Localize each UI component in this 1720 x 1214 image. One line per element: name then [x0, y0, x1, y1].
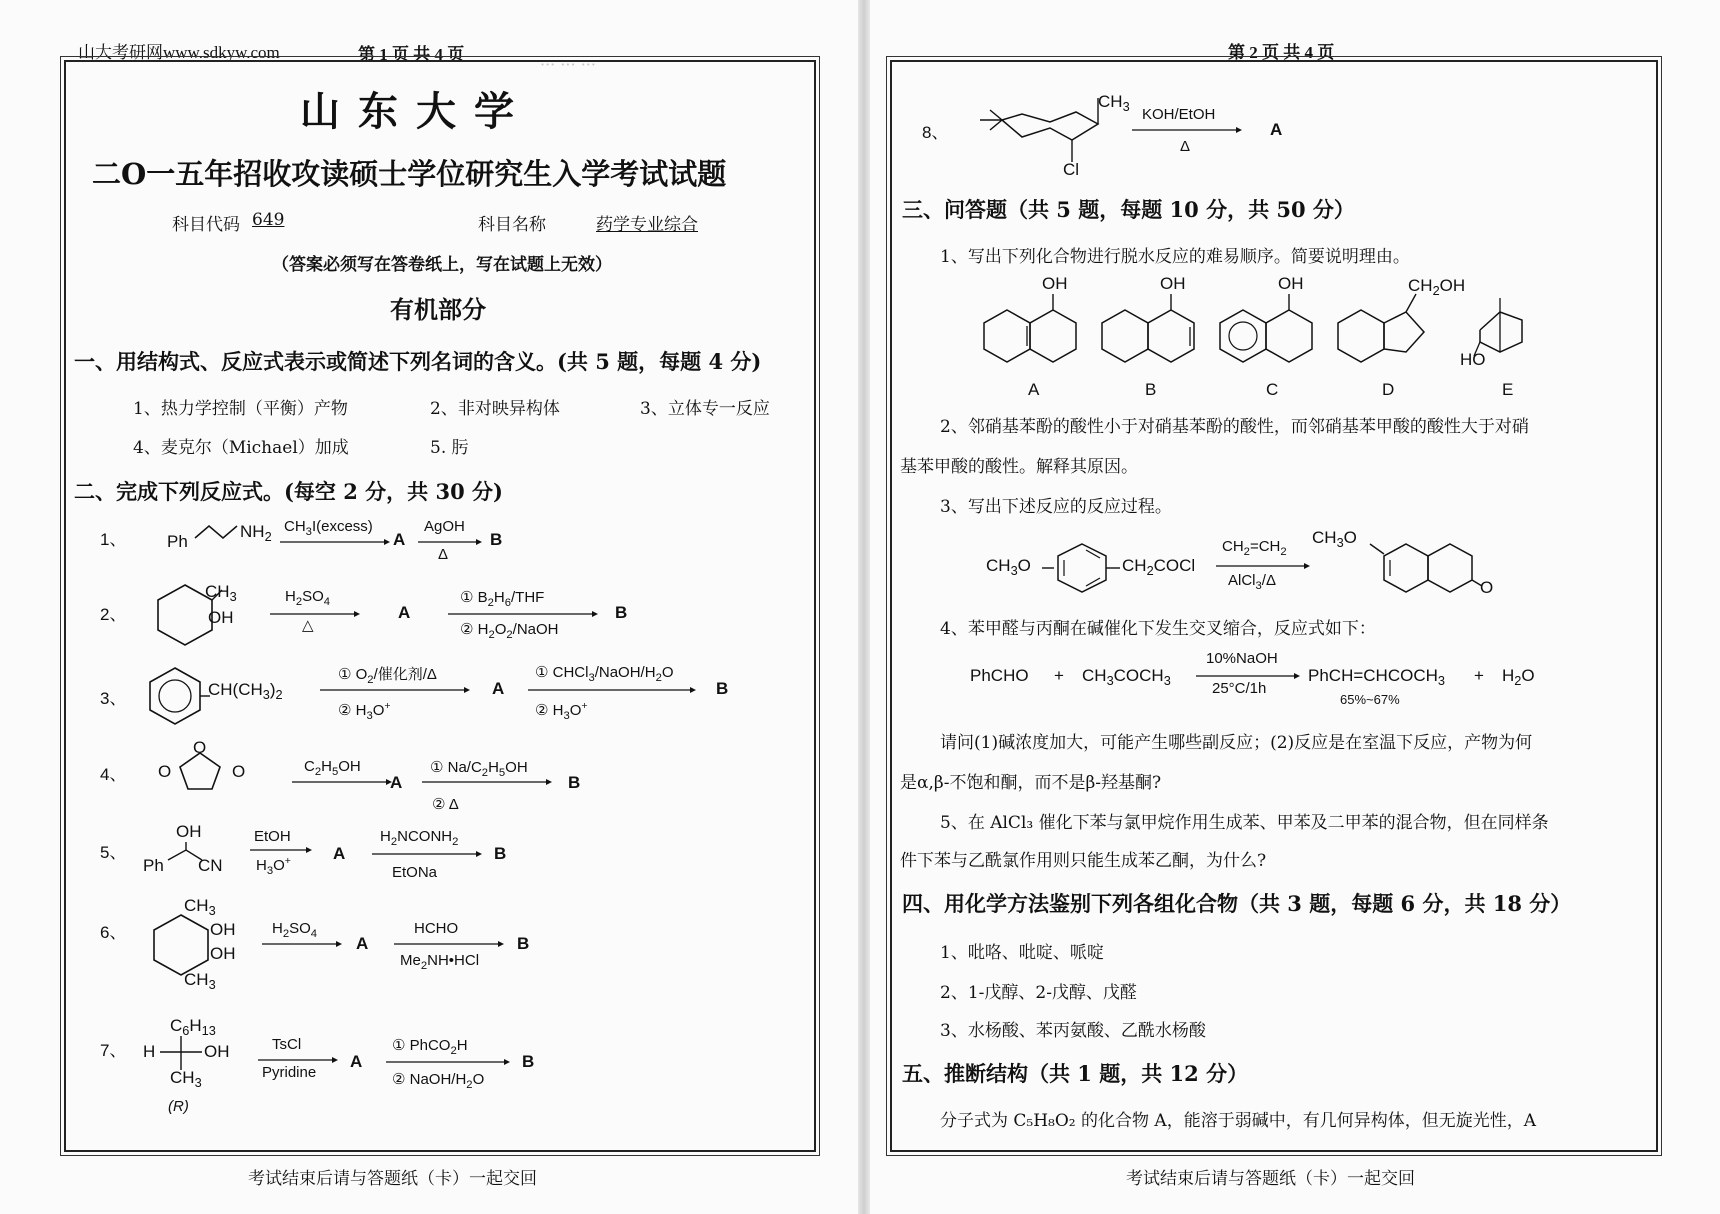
- r2-product-a: A: [398, 603, 411, 622]
- sec4-item-3: 3、水杨酸、苯丙氨酸、乙酰水杨酸: [940, 1021, 1206, 1041]
- r4-step1: ① $Na/C_2H_5OH$: [430, 759, 528, 779]
- r6-arrow2: [394, 940, 504, 948]
- q4-cond-bottom: 25°C/1h: [1212, 680, 1267, 697]
- q3-text: 3、写出下述反应的反应过程。: [940, 497, 1172, 517]
- r2-number: 2、: [100, 605, 127, 624]
- r8-number: 8、: [922, 123, 949, 142]
- q3-product-label: $CH_3O$: [1312, 528, 1357, 550]
- q1-oh-a: OH: [1042, 274, 1068, 293]
- r5-reagent1b: $H_3O^+$: [256, 855, 291, 877]
- q4-p2: $H_2O$: [1502, 666, 1535, 688]
- q1-oh-c: OH: [1278, 274, 1304, 293]
- r3-benzene: [140, 665, 210, 725]
- q2-line1: 2、邻硝基苯酚的酸性小于对硝基苯酚的酸性，而邻硝基苯甲酸的酸性大于对硝: [940, 417, 1529, 437]
- section-4-title: 四、用化学方法鉴别下列各组化合物（共 3 题，每题 6 分，共 18 分）: [902, 891, 1572, 916]
- q1-struct-a: [980, 300, 1090, 380]
- footer-note: 考试结束后请与答题纸（卡）一起交回: [248, 1169, 537, 1189]
- r4-o-ring: O: [193, 738, 207, 757]
- r7-reagent1: TsCl: [272, 1036, 302, 1053]
- r5-oh: OH: [176, 822, 202, 841]
- r5-reagent2: $H_2NCONH_2$: [380, 828, 459, 848]
- r2-reagent1: $H_2SO_4$: [285, 588, 331, 608]
- section-3-title: 三、问答题（共 5 题，每题 10 分，共 50 分）: [902, 197, 1355, 222]
- r4-o-right: O: [232, 762, 246, 781]
- r6-oh1: OH: [210, 920, 236, 939]
- r7-h: H: [143, 1042, 156, 1061]
- footer-note-right: 考试结束后请与答题纸（卡）一起交回: [1126, 1169, 1415, 1189]
- r7-product-a: A: [350, 1052, 363, 1071]
- q4-text: 4、苯甲醛与丙酮在碱催化下发生交叉缩合，反应式如下：: [940, 619, 1376, 639]
- r2-oh: OH: [208, 608, 234, 627]
- r4-reagent1: $C_2H_5OH$: [304, 758, 361, 778]
- r2-arrow2: [448, 610, 598, 618]
- q1-label-b: B: [1145, 380, 1157, 399]
- r8-reagent: KOH/EtOH: [1142, 106, 1216, 123]
- r7-config: (R): [168, 1098, 189, 1115]
- q1-label-a: A: [1028, 380, 1040, 399]
- r3-step3: ① $CHCl_3/NaOH/H_2O$: [535, 664, 674, 684]
- r1-reagent2: AgOH: [424, 518, 465, 535]
- r5-reagent1: EtOH: [254, 828, 291, 845]
- subject-name-value: 药学专业综合: [596, 215, 698, 235]
- r6-oh2: OH: [210, 944, 236, 963]
- r7-oh: OH: [204, 1042, 230, 1061]
- r4-arrow1: [292, 778, 392, 786]
- r3-product-a: A: [492, 679, 505, 698]
- r4-number: 4、: [100, 765, 127, 784]
- q4-plus2: +: [1474, 666, 1484, 685]
- q1-ch2oh-d: $CH_2OH$: [1408, 276, 1466, 298]
- r6-reagent2: HCHO: [414, 920, 459, 937]
- q2-line2: 基苯甲酸的酸性。解释其原因。: [900, 457, 1138, 477]
- r7-step2: ② NaOH/$H_2O$: [392, 1071, 485, 1091]
- r6-reagent2b: $Me_2NH•HCl$: [400, 952, 480, 972]
- r1-product-b: B: [490, 530, 503, 549]
- r4-arrow2: [422, 778, 552, 786]
- r8-ch3: $CH_3$: [1098, 92, 1130, 114]
- r6-number: 6、: [100, 923, 127, 942]
- r3-arrow2: [528, 686, 696, 694]
- r6-ch3-top: $CH_3$: [184, 896, 216, 918]
- r5-cn: CN: [198, 856, 223, 875]
- r5-arrow2: [372, 850, 482, 858]
- q4-yield: 65%~67%: [1340, 692, 1400, 707]
- r1-reagent1: $CH_3I(excess)$: [284, 518, 373, 538]
- r7-reagent1b: Pyridine: [262, 1064, 317, 1081]
- r8-product-a: A: [1270, 120, 1283, 139]
- subject-code-value: 649: [252, 210, 285, 230]
- subject-name-label: 科目名称: [478, 215, 546, 235]
- exam-title: 二O一五年招收攻读硕士学位研究生入学考试试题: [92, 157, 727, 191]
- q4-r1: PhCHO: [970, 666, 1029, 685]
- r3-product-b: B: [716, 679, 729, 698]
- r4-o-left: O: [158, 762, 172, 781]
- r3-step4: ② $H_3O^+$: [535, 700, 588, 722]
- q3-arrow: [1216, 562, 1310, 570]
- r2-ch3: $CH_3$: [205, 582, 237, 604]
- q3-ketone-o: O: [1480, 578, 1494, 597]
- r3-number: 3、: [100, 689, 127, 708]
- r1-arrow1: [280, 538, 390, 546]
- answer-note: （答案必须写在答卷纸上，写在试题上无效）: [272, 255, 612, 275]
- site-url: 山大考研网www.sdkyw.com: [78, 43, 280, 62]
- subject-code-label: 科目代码: [172, 215, 240, 235]
- q4-cond-top: 10%NaOH: [1206, 650, 1278, 667]
- sec1-item-5: 5. 肟: [430, 438, 469, 458]
- r3-step1: ① $O_2/$催化剂/Δ: [338, 666, 437, 686]
- q3-benzene: [1042, 540, 1122, 596]
- r5-number: 5、: [100, 843, 127, 862]
- q1-text: 1、写出下列化合物进行脱水反应的难易顺序。简要说明理由。: [940, 247, 1410, 267]
- r7-product-b: B: [522, 1052, 535, 1071]
- bleed-through: ··· ··· ···: [540, 55, 596, 74]
- r7-number: 7、: [100, 1041, 127, 1060]
- r2-arrow1: [270, 610, 360, 618]
- sec1-item-2: 2、非对映异构体: [430, 399, 560, 419]
- section-5-title: 五、推断结构（共 1 题，共 12 分）: [902, 1061, 1249, 1086]
- q4-plus1: +: [1054, 666, 1064, 685]
- q1-struct-c: [1216, 300, 1326, 380]
- q1-struct-b: [1098, 300, 1208, 380]
- r6-arrow1: [262, 940, 342, 948]
- r3-arrow1: [320, 686, 470, 694]
- r6-reagent1: $H_2SO_4$: [272, 920, 318, 940]
- r5-arrow1: [250, 846, 312, 854]
- r8-cond: Δ: [1180, 138, 1191, 155]
- q5-line2: 件下苯与乙酰氯作用则只能生成苯乙酮，为什么?: [900, 851, 1267, 871]
- q4-ask-line1: 请问(1)碱浓度加大，可能产生哪些副反应；(2)反应是在室温下反应，产物为何: [940, 733, 1533, 753]
- r7-top: $C_6H_{13}$: [170, 1016, 216, 1038]
- r8-arrow: [1132, 126, 1242, 134]
- r6-product-b: B: [517, 934, 530, 953]
- q4-arrow: [1196, 672, 1300, 680]
- q3-cond: AlCl$_3$/Δ: [1228, 572, 1276, 592]
- q1-ho-e: HO: [1460, 350, 1486, 369]
- r4-step2: ② Δ: [432, 796, 459, 813]
- q4-p1: $PhCH=CHCOCH_3$: [1308, 666, 1445, 688]
- r7-arrow1: [258, 1056, 338, 1064]
- sec1-item-3: 3、立体专一反应: [640, 399, 770, 419]
- r6-ch3-bottom: $CH_3$: [184, 970, 216, 992]
- r2-step2: ② $H_2O_2$/NaOH: [460, 621, 559, 641]
- q5-line1: 5、在 AlCl₃ 催化下苯与氯甲烷作用生成苯、甲苯及二甲苯的混合物，但在同样条: [940, 813, 1549, 833]
- section-1-title: 一、用结构式、反应式表示或简述下列名词的含义。(共 5 题，每题 4 分): [74, 349, 762, 374]
- sec1-item-1: 1、热力学控制（平衡）产物: [133, 399, 348, 419]
- section-2-title: 二、完成下列反应式。(每空 2 分，共 30 分): [74, 479, 503, 504]
- r2-cond1: △: [302, 617, 314, 634]
- r2-product-b: B: [615, 603, 628, 622]
- q1-label-c: C: [1266, 380, 1279, 399]
- r2-step1: ① $B_2H_6$/THF: [460, 589, 545, 609]
- r4-product-a: A: [390, 773, 403, 792]
- r8-cl: Cl: [1063, 160, 1080, 179]
- sec1-item-4: 4、麦克尔（Michael）加成: [133, 438, 349, 458]
- r5-product-b: B: [494, 844, 507, 863]
- r1-chain: [195, 520, 240, 550]
- r1-number: 1、: [100, 530, 127, 549]
- university-title: 山东大学: [300, 88, 532, 135]
- r1-product-a: A: [393, 530, 406, 549]
- r1-arrow2: [418, 538, 482, 546]
- r7-bottom: $CH_3$: [170, 1068, 202, 1090]
- r5-product-a: A: [333, 844, 346, 863]
- right-page: [870, 0, 1720, 1214]
- q3-reagent: $CH_2=CH_2$: [1222, 538, 1287, 558]
- q3-tetralone: [1370, 536, 1480, 602]
- r4-product-b: B: [568, 773, 581, 792]
- sec5-text: 分子式为 C₅H₈O₂ 的化合物 A，能溶于弱碱中，有几何异构体，但无旋光性，A: [940, 1111, 1536, 1131]
- r7-arrow2: [386, 1058, 510, 1066]
- q1-label-d: D: [1382, 380, 1395, 399]
- sec4-item-2: 2、1-戊醇、2-戊醇、戊醛: [940, 983, 1137, 1003]
- r7-step1: ① PhCO$_2$H: [392, 1037, 468, 1057]
- r3-group: $CH(CH_3)_2$: [208, 680, 283, 702]
- q1-oh-b: OH: [1160, 274, 1186, 293]
- r1-nh2: $NH_2$: [240, 522, 272, 544]
- page-label-right: 第 2 页 共 4 页: [1228, 43, 1335, 62]
- sec4-item-1: 1、吡咯、吡啶、哌啶: [940, 943, 1104, 963]
- r1-ph: Ph: [167, 532, 188, 551]
- q1-struct-d: [1334, 300, 1444, 380]
- q3-reactant-mid: $CH_2COCl$: [1122, 556, 1196, 578]
- r6-product-a: A: [356, 934, 369, 953]
- r5-reagent2b: EtONa: [392, 864, 438, 881]
- q3-reactant-left: $CH_3O$: [986, 556, 1031, 578]
- q4-r2: $CH_3COCH_3$: [1082, 666, 1171, 688]
- r3-step2: ② $H_3O^+$: [338, 700, 391, 722]
- r5-ph: Ph: [143, 856, 164, 875]
- page-label: 第 1 页 共 4 页: [358, 45, 465, 64]
- part-title: 有机部分: [390, 295, 486, 324]
- q4-ask-line2: 是α,β-不饱和酮，而不是β-羟基酮?: [900, 773, 1162, 793]
- q1-label-e: E: [1502, 380, 1514, 399]
- r1-cond2: Δ: [438, 546, 449, 563]
